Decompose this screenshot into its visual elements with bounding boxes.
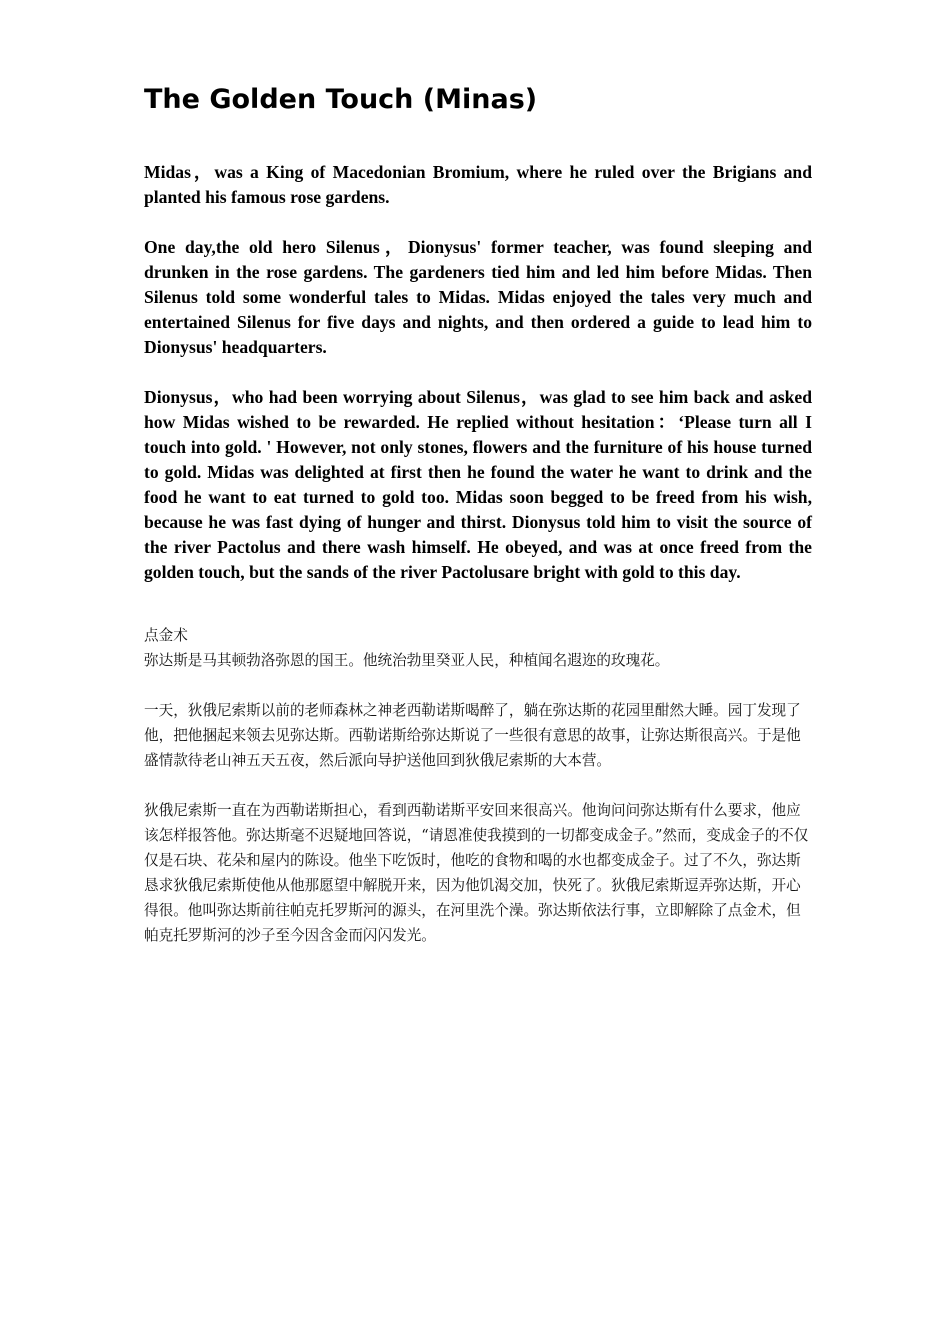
english-paragraph-3: Dionysus，who had been worrying about Silenus，was glad to see him back and asked how Midas wished to be rewarded. He replied without hesitation：‘Please turn all I touch into gold. ' However, not only stones, flowers and the furniture of his house turned to gold. Midas was delighted at first then he found the water he want to drink and the food he want to eat turned to gold too. Midas soon begged to be freed from his wish, because he was fast dying of hunger and thirst. Dionysus told him to visit the source of the river Pactolus and there wash himself. He obeyed, and was at once freed from the golden touch, but the sands of the river Pactolusare bright with gold to this day.	[144, 387, 812, 582]
document-title: The Golden Touch (Minas)	[144, 84, 538, 115]
chinese-paragraph-1: 弥达斯是马其顿勃洛弥恩的国王。他统治勃里癸亚人民，种植闻名遐迩的玫瑰花。	[144, 652, 670, 669]
chinese-paragraph-2: 一天，狄俄尼索斯以前的老师森林之神老西勒诺斯喝醉了，躺在弥达斯的花园里酣然大睡。园丁发现了他，把他捆起来领去见弥达斯。西勒诺斯给弥达斯说了一些很有意思的故事，让弥达斯很高兴。于是他盛情款待老山神五天五夜，然后派向导护送他回到狄俄尼索斯的大本营。	[144, 702, 801, 769]
document-page	[144, 80, 812, 973]
english-paragraph-2: One day,the old hero Silenus，Dionysus' former teacher, was found sleeping and drunken in the rose gardens. The gardeners tied him and led him before Midas. Then Silenus told some wonderful tales to Midas. Midas enjoyed the tales very much and entertained Silenus for five days and nights, and then ordered a guide to lead him to Dionysus' headquarters.	[144, 237, 812, 357]
chinese-title: 点金术	[144, 627, 188, 644]
chinese-paragraph-3: 狄俄尼索斯一直在为西勒诺斯担心，看到西勒诺斯平安回来很高兴。他询问问弥达斯有什么要求，他应该怎样报答他。弥达斯毫不迟疑地回答说，“请恩准使我摸到的一切都变成金子。”然而，变成金子的不仅仅是石块、花朵和屋内的陈设。他坐下吃饭时，他吃的食物和喝的水也都变成金子。过了不久，弥达斯恳求狄俄尼索斯使他从他那愿望中解脱开来，因为他饥渴交加，快死了。狄俄尼索斯逗弄弥达斯，开心得很。他叫弥达斯前往帕克托罗斯河的源头，在河里洗个澡。弥达斯依法行事，立即解除了点金术，但帕克托罗斯河的沙子至今因含金而闪闪发光。	[144, 802, 809, 944]
chinese-section	[144, 623, 812, 948]
english-paragraph-1: Midas，was a King of Macedonian Bromium, where he ruled over the Brigians and planted his famous rose gardens.	[144, 162, 812, 207]
